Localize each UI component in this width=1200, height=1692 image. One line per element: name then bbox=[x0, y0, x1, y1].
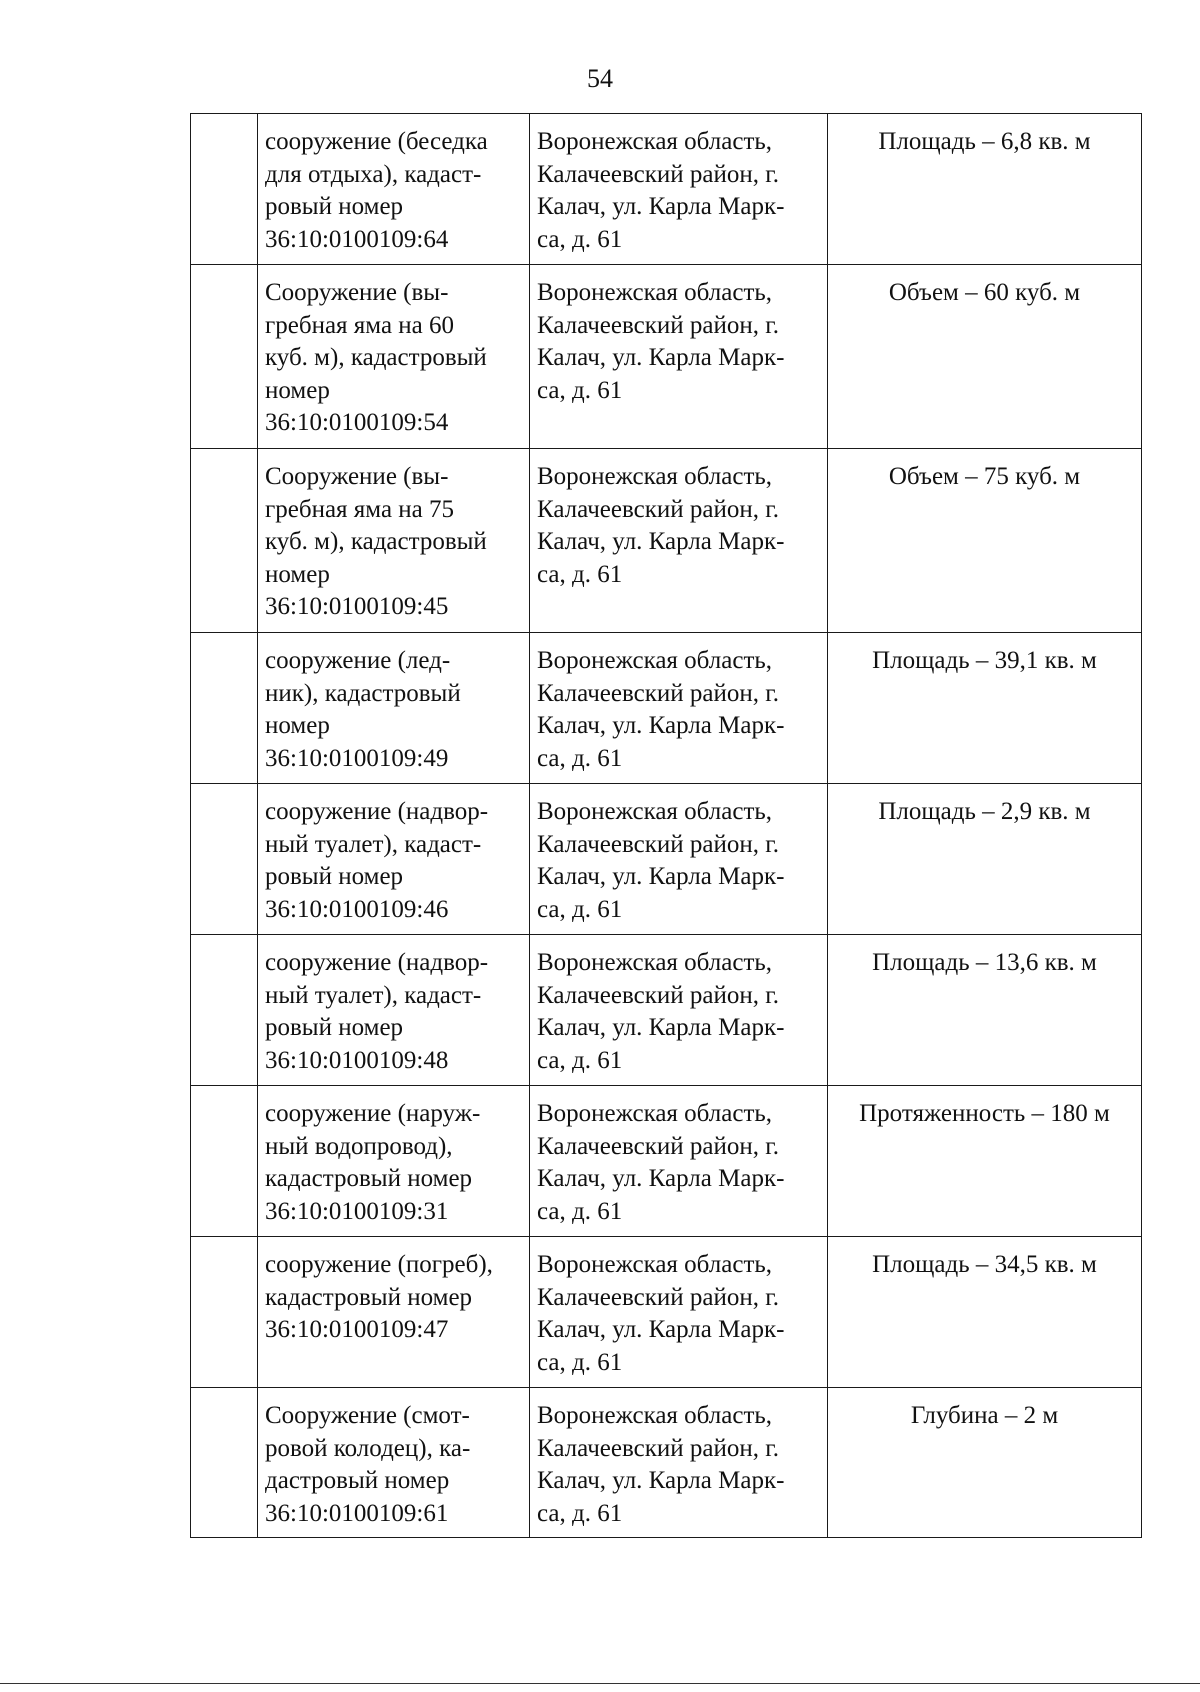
object-name-cell bbox=[258, 449, 530, 633]
page-number: 54 bbox=[587, 64, 613, 93]
object-name-cell bbox=[258, 265, 530, 449]
object-characteristic: Площадь – 13,6 кв. м bbox=[872, 949, 1097, 976]
object-name-cell bbox=[258, 633, 530, 784]
address-cell bbox=[530, 265, 828, 449]
characteristic-cell bbox=[828, 1086, 1142, 1237]
object-name: сооружение (надвор- ный туалет), кадаст- ровый номер 36:10:0100109:48 bbox=[265, 949, 489, 1074]
object-address: Воронежская область, Калачеевский район, г. Калач, ул. Карла Марк- са, д. 61 bbox=[537, 1251, 785, 1376]
object-characteristic: Площадь – 6,8 кв. м bbox=[878, 128, 1091, 155]
object-address: Воронежская область, Калачеевский район, г. Калач, ул. Карла Марк- са, д. 61 bbox=[537, 279, 785, 404]
row-number-cell bbox=[191, 935, 258, 1086]
object-name: сооружение (наруж- ный водопровод), кадастровый номер 36:10:0100109:31 bbox=[265, 1100, 481, 1225]
object-name-cell bbox=[258, 784, 530, 935]
table-row bbox=[191, 1086, 1142, 1237]
row-number-cell bbox=[191, 1086, 258, 1237]
characteristic-cell bbox=[828, 633, 1142, 784]
characteristic-cell bbox=[828, 114, 1142, 265]
object-address: Воронежская область, Калачеевский район, г. Калач, ул. Карла Марк- са, д. 61 bbox=[537, 798, 785, 923]
characteristic-cell bbox=[828, 265, 1142, 449]
characteristic-cell bbox=[828, 1237, 1142, 1388]
row-number-cell bbox=[191, 1388, 258, 1538]
table-row bbox=[191, 449, 1142, 633]
object-name: Сооружение (смот- ровой колодец), ка- дастровый номер 36:10:0100109:61 bbox=[265, 1402, 471, 1527]
object-address: Воронежская область, Калачеевский район, г. Калач, ул. Карла Марк- са, д. 61 bbox=[537, 128, 785, 253]
address-cell bbox=[530, 449, 828, 633]
object-characteristic: Площадь – 34,5 кв. м bbox=[872, 1251, 1097, 1278]
object-characteristic: Площадь – 39,1 кв. м bbox=[872, 647, 1097, 674]
object-name-cell bbox=[258, 1388, 530, 1538]
object-address: Воронежская область, Калачеевский район, г. Калач, ул. Карла Марк- са, д. 61 bbox=[537, 1402, 785, 1527]
object-name: Сооружение (вы- гребная яма на 75 куб. м), кадастровый номер 36:10:0100109:45 bbox=[265, 463, 487, 620]
object-name: сооружение (беседка для отдыха), кадаст- ровый номер 36:10:0100109:64 bbox=[265, 128, 488, 253]
table-row bbox=[191, 784, 1142, 935]
address-cell bbox=[530, 1237, 828, 1388]
characteristic-cell bbox=[828, 935, 1142, 1086]
row-number-cell bbox=[191, 114, 258, 265]
row-number-cell bbox=[191, 265, 258, 449]
row-number-cell bbox=[191, 449, 258, 633]
table-row bbox=[191, 265, 1142, 449]
object-characteristic: Площадь – 2,9 кв. м bbox=[878, 798, 1091, 825]
object-name: сооружение (лед- ник), кадастровый номер 36:10:0100109:49 bbox=[265, 647, 461, 772]
row-number-cell bbox=[191, 784, 258, 935]
address-cell bbox=[530, 1388, 828, 1538]
object-address: Воронежская область, Калачеевский район, г. Калач, ул. Карла Марк- са, д. 61 bbox=[537, 1100, 785, 1225]
characteristic-cell bbox=[828, 784, 1142, 935]
page-bottom-rule bbox=[0, 1683, 1200, 1684]
row-number-cell bbox=[191, 633, 258, 784]
object-characteristic: Глубина – 2 м bbox=[910, 1402, 1059, 1429]
row-number-cell bbox=[191, 1237, 258, 1388]
object-characteristic: Протяженность – 180 м bbox=[859, 1100, 1110, 1127]
address-cell bbox=[530, 935, 828, 1086]
object-name-cell bbox=[258, 1086, 530, 1237]
characteristic-cell bbox=[828, 1388, 1142, 1538]
table-row bbox=[191, 935, 1142, 1086]
table-row bbox=[191, 114, 1142, 265]
address-cell bbox=[530, 784, 828, 935]
address-cell bbox=[530, 114, 828, 265]
object-name-cell bbox=[258, 935, 530, 1086]
object-name: сооружение (погреб), кадастровый номер 36:10:0100109:47 bbox=[265, 1251, 493, 1343]
object-name-cell bbox=[258, 114, 530, 265]
object-name-cell bbox=[258, 1237, 530, 1388]
table-row bbox=[191, 1388, 1142, 1538]
address-cell bbox=[530, 633, 828, 784]
characteristic-cell bbox=[828, 449, 1142, 633]
table-row bbox=[191, 633, 1142, 784]
object-name: сооружение (надвор- ный туалет), кадаст- ровый номер 36:10:0100109:46 bbox=[265, 798, 489, 923]
property-table bbox=[190, 113, 1142, 1538]
object-characteristic: Объем – 75 куб. м bbox=[888, 463, 1081, 490]
object-address: Воронежская область, Калачеевский район, г. Калач, ул. Карла Марк- са, д. 61 bbox=[537, 463, 785, 588]
object-name: Сооружение (вы- гребная яма на 60 куб. м), кадастровый номер 36:10:0100109:54 bbox=[265, 279, 487, 436]
address-cell bbox=[530, 1086, 828, 1237]
object-address: Воронежская область, Калачеевский район, г. Калач, ул. Карла Марк- са, д. 61 bbox=[537, 949, 785, 1074]
object-address: Воронежская область, Калачеевский район, г. Калач, ул. Карла Марк- са, д. 61 bbox=[537, 647, 785, 772]
table-row bbox=[191, 1237, 1142, 1388]
object-characteristic: Объем – 60 куб. м bbox=[888, 279, 1081, 306]
